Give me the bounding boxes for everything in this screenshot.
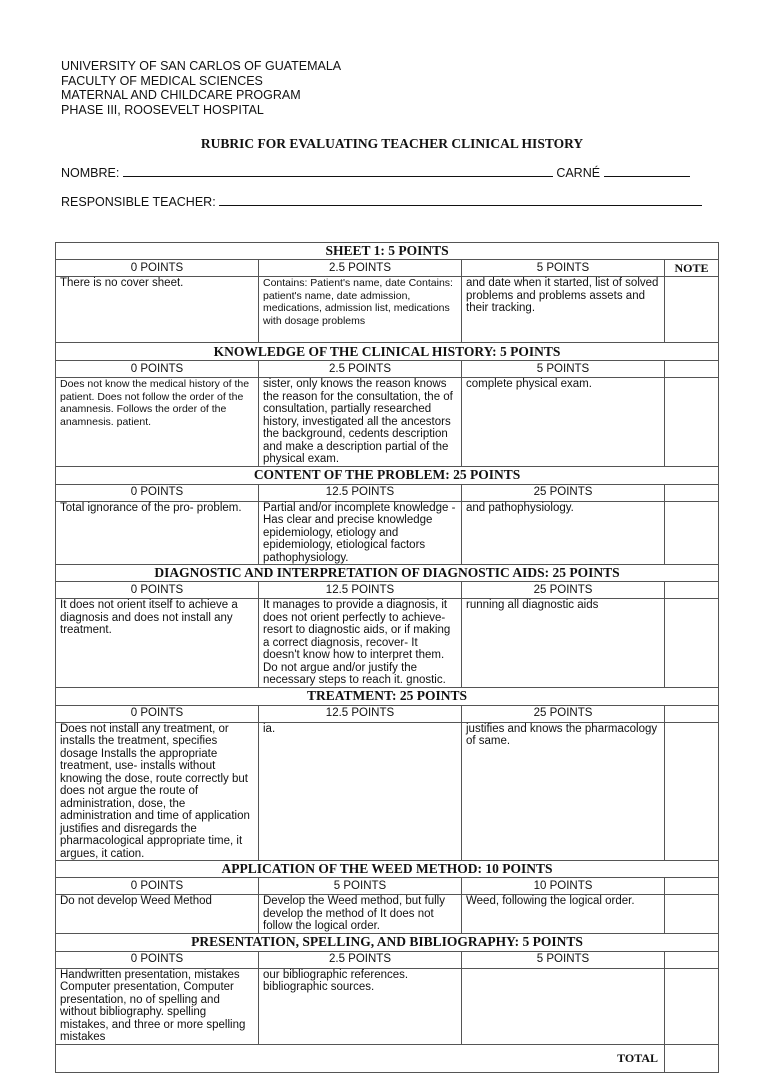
total-cell[interactable] — [665, 1044, 719, 1072]
faculty-name: FACULTY OF MEDICAL SCIENCES — [61, 73, 263, 88]
university-name: UNIVERSITY OF SAN CARLOS OF GUATEMALA — [61, 59, 342, 73]
criteria-cell: and pathophysiology. — [462, 501, 665, 565]
name-row — [61, 166, 690, 180]
section-title-row — [56, 343, 719, 361]
points-label: 0 POINTS — [56, 260, 259, 277]
teacher-field[interactable] — [219, 195, 702, 206]
criteria-cell: Handwritten presentation, mistakes Computer presentation, Computer presentation, no of spelling and without bibliography. spelling mistakes, and three or more spelling mistakes — [56, 968, 259, 1044]
points-label: 0 POINTS — [56, 582, 259, 599]
points-header-row — [56, 705, 719, 722]
criteria-cell: Does not install any treatment, or installs the treatment, specifies dosage Installs the appropriate treatment, use- installs without knowing the dose, route correctly but does not argue the route of administration, dose, the administration and time of application justifies and disregards the pharmacological appropriate time, it argues, it cation. — [56, 722, 259, 861]
nombre-field[interactable] — [123, 166, 553, 177]
total-label: TOTAL — [56, 1044, 665, 1072]
points-label: 5 POINTS — [462, 361, 665, 378]
note-cell[interactable] — [665, 599, 719, 688]
note-header-cell — [665, 951, 719, 968]
note-cell[interactable] — [665, 895, 719, 934]
criteria-cell: Develop the Weed method, but fully develop the method of It does not follow the logical order. — [259, 895, 462, 934]
criteria-cell: our bibliographic references. bibliographic sources. — [259, 968, 462, 1044]
criteria-cell: Does not know the medical history of the patient. Does not follow the order of the anamnesis. Follows the order of the anamnesis. patient. — [56, 378, 259, 467]
criteria-cell: Contains: Patient's name, date Contains: patient's name, date admission, medications, admission list, medications with dosage problems — [259, 277, 462, 343]
points-label: 12.5 POINTS — [259, 705, 462, 722]
criteria-row — [56, 501, 719, 565]
section-title: SHEET 1: 5 POINTS — [56, 243, 719, 260]
points-label: 10 POINTS — [462, 878, 665, 895]
note-header-cell — [665, 705, 719, 722]
section-title-row — [56, 861, 719, 878]
note-header-cell — [665, 878, 719, 895]
program-name: MATERNAL AND CHILDCARE PROGRAM — [61, 88, 301, 102]
section-title: PRESENTATION, SPELLING, AND BIBLIOGRAPHY: 5 POINTS — [56, 933, 719, 951]
criteria-cell: sister, only knows the reason knows the reason for the consultation, the of consultation, partially researched history, investigated all the ancestors the background, cedents description and make a description partial of the physical exam. — [259, 378, 462, 467]
note-header: NOTE — [665, 260, 719, 277]
criteria-cell: running all diagnostic aids — [462, 599, 665, 688]
institution-header — [61, 59, 341, 117]
criteria-row — [56, 895, 719, 934]
criteria-cell: Partial and/or incomplete knowledge - Has clear and precise knowledge epidemiology, etiology and epidemiology, etiological factors pathophysiology. — [259, 501, 462, 565]
rubric-table — [55, 242, 719, 1073]
criteria-row — [56, 378, 719, 467]
section-title: CONTENT OF THE PROBLEM: 25 POINTS — [56, 466, 719, 484]
section-title-row — [56, 687, 719, 705]
points-label: 5 POINTS — [462, 951, 665, 968]
criteria-cell: complete physical exam. — [462, 378, 665, 467]
carne-field[interactable] — [604, 166, 690, 177]
criteria-cell: and date when it started, list of solved problems and problems assets and their tracking. — [462, 277, 665, 343]
note-cell[interactable] — [665, 722, 719, 861]
document-title: RUBRIC FOR EVALUATING TEACHER CLINICAL HISTORY — [200, 136, 584, 151]
section-title-row — [56, 565, 719, 582]
criteria-row — [56, 722, 719, 861]
points-header-row — [56, 260, 719, 277]
criteria-row — [56, 277, 719, 343]
note-header-cell — [665, 484, 719, 501]
teacher-row — [61, 195, 702, 209]
section-title-row — [56, 243, 719, 260]
teacher-label: RESPONSIBLE TEACHER: — [61, 195, 216, 209]
points-label: 12.5 POINTS — [259, 582, 462, 599]
points-label: 5 POINTS — [259, 878, 462, 895]
points-label: 5 POINTS — [462, 260, 665, 277]
points-label: 2.5 POINTS — [259, 361, 462, 378]
points-label: 0 POINTS — [56, 705, 259, 722]
criteria-row — [56, 968, 719, 1044]
criteria-cell: Total ignorance of the pro- problem. — [56, 501, 259, 565]
points-label: 0 POINTS — [56, 878, 259, 895]
points-label: 2.5 POINTS — [259, 951, 462, 968]
criteria-cell: Weed, following the logical order. — [462, 895, 665, 934]
points-header-row — [56, 582, 719, 599]
points-header-row — [56, 951, 719, 968]
criteria-cell — [462, 968, 665, 1044]
points-label: 0 POINTS — [56, 361, 259, 378]
points-label: 0 POINTS — [56, 951, 259, 968]
criteria-cell: There is no cover sheet. — [56, 277, 259, 343]
points-header-row — [56, 361, 719, 378]
note-header-cell — [665, 582, 719, 599]
section-title-row — [56, 933, 719, 951]
criteria-cell: It manages to provide a diagnosis, it does not orient perfectly to achieve- resort to diagnostic aids, or if making a correct diagnosis, recover- It doesn't know how to interpret them. Do not argue and/or justify the necessary steps to reach it. gnostic. — [259, 599, 462, 688]
total-row — [56, 1044, 719, 1072]
note-cell[interactable] — [665, 378, 719, 467]
criteria-cell: Do not develop Weed Method — [56, 895, 259, 934]
section-title: APPLICATION OF THE WEED METHOD: 10 POINTS — [56, 861, 719, 878]
section-title: DIAGNOSTIC AND INTERPRETATION OF DIAGNOSTIC AIDS: 25 POINTS — [56, 565, 719, 582]
criteria-cell: It does not orient itself to achieve a diagnosis and does not install any treatment. — [56, 599, 259, 688]
criteria-row — [56, 599, 719, 688]
note-cell[interactable] — [665, 968, 719, 1044]
points-label: 0 POINTS — [56, 484, 259, 501]
points-header-row — [56, 484, 719, 501]
points-label: 25 POINTS — [462, 484, 665, 501]
points-label: 12.5 POINTS — [259, 484, 462, 501]
note-header-cell — [665, 361, 719, 378]
carne-label: CARNÉ — [556, 166, 601, 180]
section-title: TREATMENT: 25 POINTS — [56, 687, 719, 705]
points-header-row — [56, 878, 719, 895]
criteria-cell: ia. — [259, 722, 462, 861]
section-title: KNOWLEDGE OF THE CLINICAL HISTORY: 5 POINTS — [56, 343, 719, 361]
phase-name: PHASE III, ROOSEVELT HOSPITAL — [61, 102, 264, 117]
section-title-row — [56, 466, 719, 484]
nombre-label: NOMBRE: — [61, 166, 120, 180]
points-label: 25 POINTS — [462, 582, 665, 599]
criteria-cell: justifies and knows the pharmacology of same. — [462, 722, 665, 861]
points-label: 25 POINTS — [462, 705, 665, 722]
note-cell[interactable] — [665, 501, 719, 565]
note-cell[interactable] — [665, 277, 719, 343]
points-label: 2.5 POINTS — [259, 260, 462, 277]
